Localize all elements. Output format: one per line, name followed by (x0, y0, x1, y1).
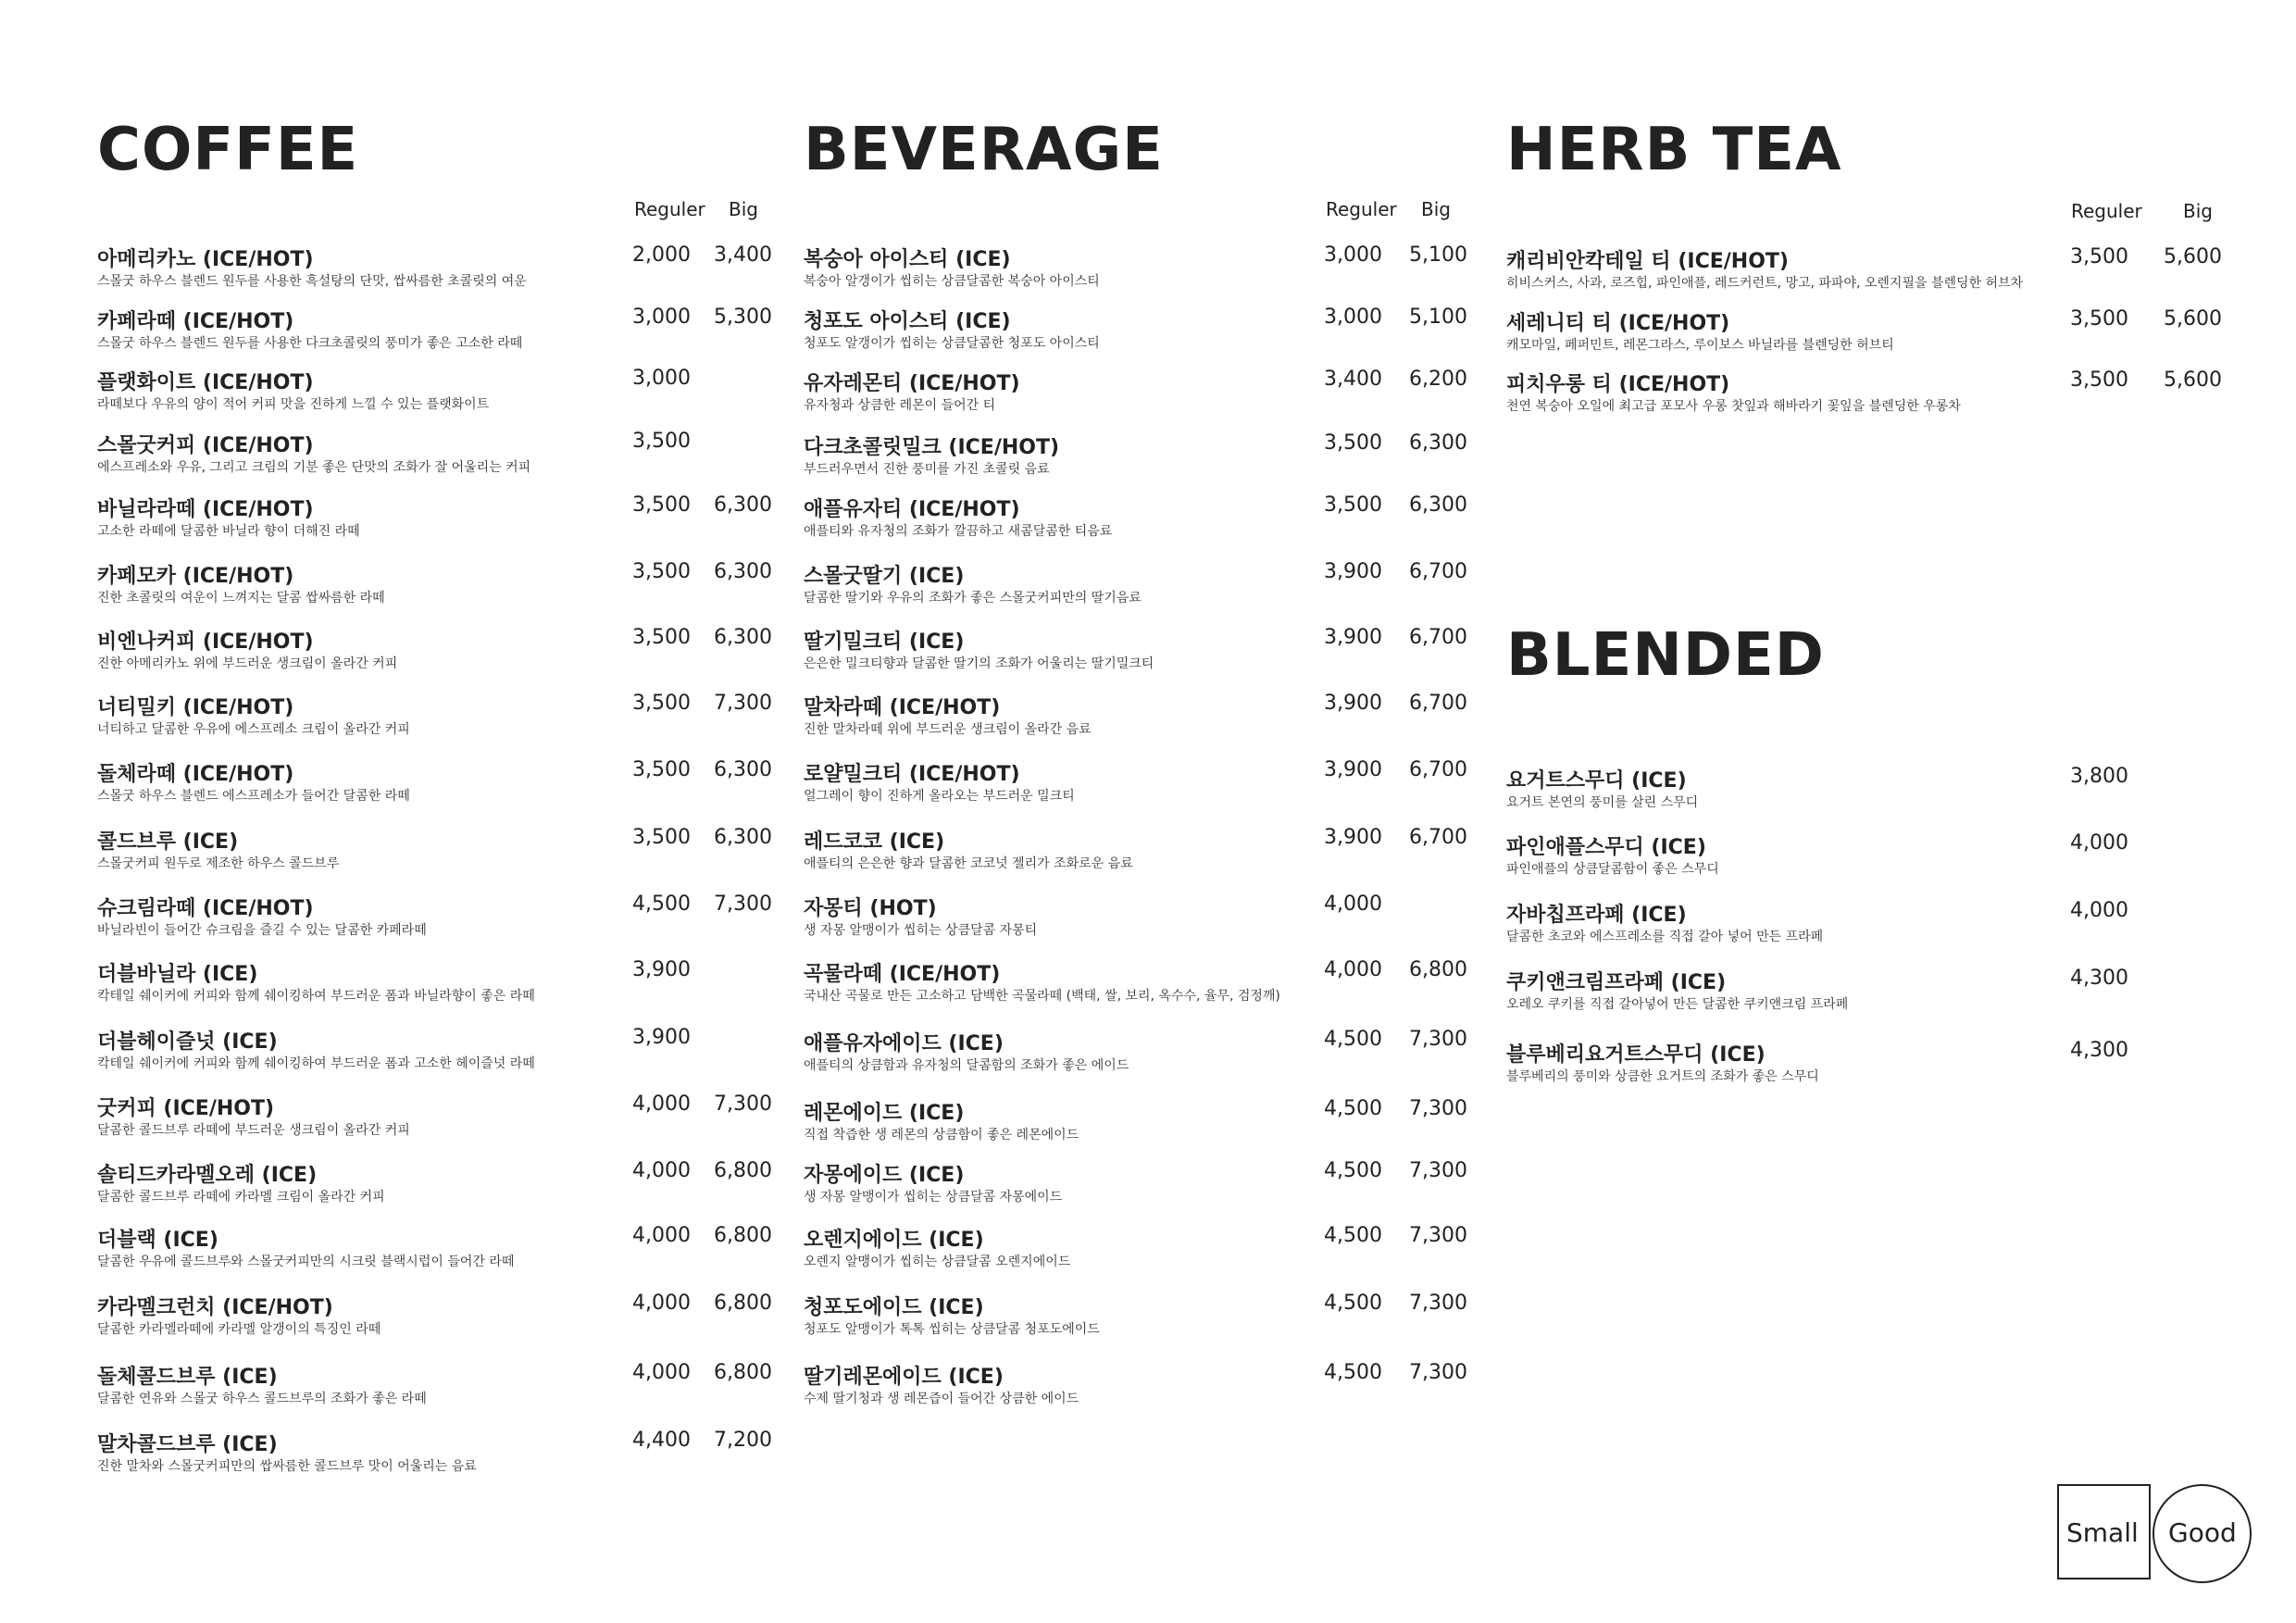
herb-tea-title: HERB TEA (1506, 116, 1842, 184)
beverage-menu-item (804, 243, 1489, 299)
item-name: 돌체라떼 (ICE/HOT) (97, 763, 294, 786)
item-price-big: 7,300 (714, 1092, 772, 1116)
item-price-regular: 3,000 (1324, 243, 1382, 267)
item-name: 복숭아 아이스티 (ICE) (804, 248, 1011, 271)
item-price-big: 6,800 (714, 1361, 772, 1384)
item-price-regular: 4,000 (632, 1224, 691, 1247)
coffee-col-big: Big (729, 198, 758, 220)
item-price-regular: 4,000 (2070, 899, 2128, 922)
item-price-big: 3,400 (714, 243, 772, 267)
item-name: 유자레몬티 (ICE/HOT) (804, 372, 1020, 395)
item-name: 파인애플스무디 (ICE) (1506, 836, 1706, 859)
item-description: 애플티의 은은한 향과 달콤한 코코넛 젤리가 조화로운 음료 (804, 856, 1133, 871)
item-description: 청포도 알갱이가 씹히는 상큼달콤한 청포도 아이스티 (804, 336, 1100, 351)
item-price-big: 6,700 (1409, 560, 1467, 583)
beverage-menu-item (804, 692, 1489, 747)
beverage-menu-item (804, 826, 1489, 881)
item-price-regular: 4,500 (1324, 1097, 1382, 1120)
item-name: 콜드브루 (ICE) (97, 830, 239, 854)
item-name: 슈크림라떼 (ICE/HOT) (97, 897, 314, 920)
item-description: 진한 아메리카노 위에 부드러운 생크림이 올라간 커피 (97, 656, 398, 671)
beverage-menu-item (804, 1159, 1489, 1215)
item-price-regular: 3,900 (632, 1026, 691, 1049)
item-price-big: 7,300 (714, 692, 772, 715)
item-price-big: 7,300 (1409, 1224, 1467, 1247)
item-description: 천연 복숭아 오일에 최고급 포모사 우롱 찻잎과 해바라기 꽃잎을 블렌딩한 우롱차 (1506, 399, 1961, 414)
item-price-regular: 3,000 (632, 306, 691, 329)
item-description: 칵테일 쉐이커에 커피와 함께 쉐이킹하여 부드러운 폼과 바닐라향이 좋은 라떼 (97, 989, 535, 1004)
item-price-regular: 3,900 (1324, 560, 1382, 583)
item-description: 달콤한 딸기와 우유의 조화가 좋은 스몰굿커피만의 딸기음료 (804, 591, 1142, 606)
item-description: 생 자몽 알맹이가 씹히는 상큼달콤 자몽에이드 (804, 1190, 1063, 1205)
coffee-menu-item (97, 826, 782, 881)
coffee-menu-item (97, 1361, 782, 1417)
coffee-section (97, 116, 782, 1509)
item-price-regular: 2,000 (632, 243, 691, 267)
coffee-menu-item (97, 1224, 782, 1280)
item-price-regular: 4,500 (1324, 1224, 1382, 1247)
coffee-menu-item (97, 1159, 782, 1215)
coffee-col-regular: Reguler (634, 198, 705, 220)
item-description: 파인애플의 상큼달콤함이 좋은 스무디 (1506, 862, 1719, 877)
blended-menu-item (1506, 1039, 2247, 1094)
item-price-regular: 4,500 (1324, 1292, 1382, 1315)
item-price-regular: 3,500 (632, 493, 691, 517)
item-description: 유자청과 상큼한 레몬이 들어간 티 (804, 398, 996, 413)
coffee-menu-item (97, 430, 782, 485)
item-price-regular: 3,500 (632, 692, 691, 715)
item-description: 애플티의 상큼함과 유자청의 달콤함의 조화가 좋은 에이드 (804, 1058, 1129, 1073)
item-price-regular: 3,500 (1324, 493, 1382, 517)
item-price-regular: 4,500 (632, 893, 691, 916)
beverage-col-big: Big (1421, 198, 1451, 220)
item-price-big: 7,300 (1409, 1028, 1467, 1051)
item-name: 더블랙 (ICE) (97, 1229, 218, 1252)
item-name: 딸기밀크티 (ICE) (804, 630, 965, 654)
blended-menu-item (1506, 899, 2247, 955)
beverage-title: BEVERAGE (804, 116, 1164, 184)
item-description: 청포도 알맹이가 톡톡 씹히는 상큼달콤 청포도에이드 (804, 1322, 1100, 1337)
beverage-menu-item (804, 1097, 1489, 1153)
item-description: 바닐라빈이 들어간 슈크림을 즐길 수 있는 달콤한 카페라떼 (97, 923, 427, 938)
item-name: 청포도 아이스티 (ICE) (804, 310, 1011, 333)
item-price-regular: 4,500 (1324, 1028, 1382, 1051)
item-price-regular: 3,500 (632, 626, 691, 649)
coffee-menu-item (97, 243, 782, 299)
item-price-regular: 3,500 (2070, 368, 2128, 392)
item-description: 부드러우면서 진한 풍미를 가진 초콜릿 음료 (804, 462, 1050, 477)
item-price-big: 7,300 (1409, 1361, 1467, 1384)
item-description: 너티하고 달콤한 우유에 에스프레소 크림이 올라간 커피 (97, 722, 410, 737)
item-description: 달콤한 우유에 콜드브루와 스몰굿커피만의 시크릿 블랙시럽이 들어간 라떼 (97, 1255, 515, 1269)
beverage-menu-item (804, 1224, 1489, 1280)
item-name: 자몽티 (HOT) (804, 897, 937, 920)
item-name: 플랫화이트 (ICE/HOT) (97, 371, 314, 394)
item-name: 쿠키앤크림프라페 (ICE) (1506, 971, 1727, 994)
item-price-big: 6,300 (714, 758, 772, 781)
coffee-menu-item (97, 1026, 782, 1081)
item-name: 카페라떼 (ICE/HOT) (97, 310, 294, 333)
beverage-col-regular: Reguler (1326, 198, 1397, 220)
item-description: 스몰굿커피 원두로 제조한 하우스 콜드브루 (97, 856, 340, 871)
coffee-menu-item (97, 893, 782, 948)
item-price-big: 7,300 (1409, 1159, 1467, 1182)
item-price-regular: 3,900 (1324, 626, 1382, 649)
item-name: 레드코코 (ICE) (804, 830, 945, 854)
item-name: 카라멜크런치 (ICE/HOT) (97, 1296, 333, 1319)
item-description: 요거트 본연의 풍미를 살린 스무디 (1506, 795, 1699, 810)
blended-menu-item (1506, 765, 2247, 820)
item-name: 곡물라떼 (ICE/HOT) (804, 963, 1001, 986)
item-price-big: 5,100 (1409, 243, 1467, 267)
item-price-regular: 4,000 (1324, 893, 1382, 916)
item-price-regular: 3,500 (2070, 245, 2128, 268)
beverage-menu-item (804, 306, 1489, 361)
item-name: 레몬에이드 (ICE) (804, 1102, 965, 1125)
item-price-regular: 4,300 (2070, 967, 2128, 990)
item-price-big: 5,600 (2164, 307, 2222, 331)
item-description: 오렌지 알맹이가 씹히는 상큼달콤 오렌지에이드 (804, 1255, 1071, 1269)
item-price-regular: 3,900 (632, 958, 691, 981)
item-price-regular: 3,500 (2070, 307, 2128, 331)
item-description: 달콤한 연유와 스몰굿 하우스 콜드브루의 조화가 좋은 라떼 (97, 1392, 427, 1406)
item-description: 스몰굿 하우스 블렌드 원두를 사용한 흑설탕의 단맛, 쌉싸름한 초콜릿의 여운 (97, 274, 527, 289)
logo-small-text: Small (2066, 1517, 2139, 1548)
item-price-big: 7,300 (1409, 1097, 1467, 1120)
item-price-big: 6,800 (714, 1292, 772, 1315)
item-price-big: 6,300 (714, 493, 772, 517)
item-price-regular: 4,000 (632, 1092, 691, 1116)
item-price-regular: 3,500 (632, 560, 691, 583)
item-price-regular: 4,000 (2070, 831, 2128, 855)
item-price-regular: 3,000 (632, 367, 691, 390)
item-name: 애플유자에이드 (ICE) (804, 1032, 1004, 1055)
beverage-menu-item (804, 1028, 1489, 1083)
herb-tea-section (1506, 116, 2247, 491)
item-name: 더블헤이즐넛 (ICE) (97, 1030, 278, 1054)
item-name: 스몰굿딸기 (ICE) (804, 565, 965, 588)
item-description: 캐모마일, 페퍼민트, 레몬그라스, 루이보스 바닐라를 블렌딩한 허브티 (1506, 338, 1894, 353)
item-name: 요거트스무디 (ICE) (1506, 769, 1687, 793)
item-price-regular: 3,500 (1324, 431, 1382, 455)
item-price-big: 6,700 (1409, 692, 1467, 715)
item-name: 오렌지에이드 (ICE) (804, 1229, 984, 1252)
item-price-big: 5,300 (714, 306, 772, 329)
blended-menu-item (1506, 831, 2247, 887)
item-price-regular: 4,000 (632, 1292, 691, 1315)
item-description: 달콤한 콜드브루 라떼에 카라멜 크림이 올라간 커피 (97, 1190, 385, 1205)
item-price-regular: 3,400 (1324, 368, 1382, 391)
herb-tea-menu-item (1506, 245, 2247, 301)
item-name: 자몽에이드 (ICE) (804, 1164, 965, 1187)
item-price-regular: 4,000 (632, 1361, 691, 1384)
beverage-menu-item (804, 958, 1489, 1014)
herb-tea-menu-item (1506, 307, 2247, 363)
item-name: 자바칩프라페 (ICE) (1506, 904, 1687, 927)
item-price-regular: 4,000 (632, 1159, 691, 1182)
beverage-menu-item (804, 893, 1489, 948)
item-price-big: 6,700 (1409, 758, 1467, 781)
item-description: 히비스커스, 사과, 로즈힙, 파인애플, 레드커런트, 망고, 파파야, 오렌지필을 블렌딩한 허브차 (1506, 276, 2024, 291)
item-price-big: 6,800 (1409, 958, 1467, 981)
item-name: 로얄밀크티 (ICE/HOT) (804, 763, 1020, 786)
logo-good-text: Good (2168, 1517, 2237, 1548)
coffee-menu-item (97, 306, 782, 361)
beverage-section (804, 116, 1489, 1509)
item-price-big: 6,200 (1409, 368, 1467, 391)
item-price-big: 7,200 (714, 1429, 772, 1452)
item-name: 돌체콜드브루 (ICE) (97, 1366, 278, 1389)
item-name: 다크초콜릿밀크 (ICE/HOT) (804, 436, 1060, 459)
item-price-big: 5,600 (2164, 368, 2222, 392)
coffee-menu-item (97, 493, 782, 549)
item-name: 말차라떼 (ICE/HOT) (804, 696, 1001, 719)
item-name: 스몰굿커피 (ICE/HOT) (97, 434, 314, 457)
item-description: 수제 딸기청과 생 레몬즙이 들어간 상큼한 에이드 (804, 1392, 1079, 1406)
item-description: 진한 말차와 스몰굿커피만의 쌉싸름한 콜드브루 맛이 어울리는 음료 (97, 1459, 477, 1474)
item-price-big: 6,800 (714, 1224, 772, 1247)
item-price-regular: 3,900 (1324, 758, 1382, 781)
item-name: 솔티드카라멜오레 (ICE) (97, 1164, 318, 1187)
item-description: 애플티와 유자청의 조화가 깔끔하고 새콤달콤한 티음료 (804, 524, 1113, 539)
item-description: 은은한 밀크티향과 달콤한 딸기의 조화가 어울리는 딸기밀크티 (804, 656, 1154, 671)
item-name: 굿커피 (ICE/HOT) (97, 1097, 275, 1120)
item-description: 생 자몽 알맹이가 씹히는 상큼달콤 자몽티 (804, 923, 1038, 938)
item-description: 직접 착즙한 생 레몬의 상큼함이 좋은 레몬에이드 (804, 1128, 1079, 1142)
item-price-big: 5,100 (1409, 306, 1467, 329)
coffee-title: COFFEE (97, 116, 359, 184)
item-name: 딸기레몬에이드 (ICE) (804, 1366, 1004, 1389)
blended-menu-item (1506, 967, 2247, 1022)
beverage-menu-item (804, 1292, 1489, 1347)
coffee-menu-item (97, 1292, 782, 1347)
item-price-regular: 3,900 (1324, 692, 1382, 715)
item-price-regular: 3,000 (1324, 306, 1382, 329)
item-name: 애플유자티 (ICE/HOT) (804, 498, 1020, 521)
item-description: 달콤한 초코와 에스프레소를 직접 갈아 넣어 만든 프라페 (1506, 930, 1824, 944)
item-description: 라떼보다 우유의 양이 적어 커피 맛을 진하게 느낄 수 있는 플랫화이트 (97, 397, 490, 412)
coffee-menu-item (97, 367, 782, 422)
item-name: 비엔나커피 (ICE/HOT) (97, 630, 314, 654)
item-price-regular: 4,500 (1324, 1159, 1382, 1182)
beverage-menu-item (804, 626, 1489, 681)
item-name: 말차콜드브루 (ICE) (97, 1433, 278, 1456)
coffee-menu-item (97, 958, 782, 1014)
coffee-menu-item (97, 560, 782, 616)
coffee-menu-item (97, 1092, 782, 1148)
item-price-regular: 4,300 (2070, 1039, 2128, 1062)
item-price-big: 7,300 (1409, 1292, 1467, 1315)
coffee-menu-item (97, 626, 782, 681)
beverage-menu-item (804, 368, 1489, 423)
item-price-big: 6,300 (714, 826, 772, 849)
herb-tea-menu-item (1506, 368, 2247, 424)
item-description: 블루베리의 풍미와 상큼한 요거트의 조화가 좋은 스무디 (1506, 1069, 1819, 1084)
item-price-regular: 3,500 (632, 758, 691, 781)
beverage-menu-item (804, 758, 1489, 814)
item-name: 블루베리요거트스무디 (ICE) (1506, 1043, 1766, 1067)
item-name: 바닐라라떼 (ICE/HOT) (97, 498, 314, 521)
coffee-menu-item (97, 758, 782, 814)
beverage-menu-item (804, 493, 1489, 549)
item-name: 캐리비안칵테일 티 (ICE/HOT) (1506, 250, 1789, 273)
item-description: 칵테일 쉐이커에 커피와 함께 쉐이킹하여 부드러운 폼과 고소한 헤이즐넛 라떼 (97, 1056, 535, 1071)
blended-section (1506, 621, 2247, 1107)
item-name: 아메리카노 (ICE/HOT) (97, 248, 314, 271)
beverage-menu-item (804, 560, 1489, 616)
item-description: 진한 초콜릿의 여운이 느껴지는 달콤 쌉싸름한 라떼 (97, 591, 385, 606)
item-price-big: 6,800 (714, 1159, 772, 1182)
item-description: 국내산 곡물로 만든 고소하고 담백한 곡물라떼 (백태, 쌀, 보리, 옥수수, 율무, 검정깨) (804, 989, 1280, 1004)
small-good-logo (2057, 1484, 2255, 1583)
item-price-regular: 3,800 (2070, 765, 2128, 788)
item-description: 진한 말차라떼 위에 부드러운 생크림이 올라간 음료 (804, 722, 1092, 737)
item-name: 청포도에이드 (ICE) (804, 1296, 984, 1319)
item-name: 카페모카 (ICE/HOT) (97, 565, 294, 588)
item-price-big: 6,300 (714, 626, 772, 649)
item-name: 너티밀키 (ICE/HOT) (97, 696, 294, 719)
item-description: 오레오 쿠키를 직접 갈아넣어 만든 달콤한 쿠키앤크림 프라페 (1506, 997, 1849, 1012)
item-name: 더블바닐라 (ICE) (97, 963, 258, 986)
item-name: 세레니티 티 (ICE/HOT) (1506, 312, 1730, 335)
item-description: 달콤한 카라멜라떼에 카라멜 알갱이의 특징인 라떼 (97, 1322, 381, 1337)
blended-title: BLENDED (1506, 621, 1825, 690)
item-price-regular: 3,900 (1324, 826, 1382, 849)
item-description: 스몰굿 하우스 블렌드 에스프레소가 들어간 달콤한 라떼 (97, 789, 410, 804)
item-description: 에스프레소와 우유, 그리고 크림의 기분 좋은 단맛의 조화가 잘 어울리는 커피 (97, 460, 531, 475)
item-price-big: 6,700 (1409, 626, 1467, 649)
coffee-menu-item (97, 1429, 782, 1484)
item-price-regular: 4,400 (632, 1429, 691, 1452)
beverage-menu-item (804, 431, 1489, 487)
item-price-big: 6,300 (1409, 431, 1467, 455)
item-description: 스몰굿 하우스 블렌드 원두를 사용한 다크초콜릿의 풍미가 좋은 고소한 라떼 (97, 336, 523, 351)
item-price-big: 6,700 (1409, 826, 1467, 849)
item-price-regular: 3,500 (632, 826, 691, 849)
herb-tea-col-big: Big (2183, 200, 2213, 222)
item-price-big: 6,300 (1409, 493, 1467, 517)
item-price-regular: 4,000 (1324, 958, 1382, 981)
item-price-big: 7,300 (714, 893, 772, 916)
coffee-menu-item (97, 692, 782, 747)
beverage-menu-item (804, 1361, 1489, 1417)
item-price-big: 6,300 (714, 560, 772, 583)
item-description: 얼그레이 향이 진하게 올라오는 부드러운 밀크티 (804, 789, 1075, 804)
item-name: 피치우롱 티 (ICE/HOT) (1506, 373, 1730, 396)
item-description: 복숭아 알갱이가 씹히는 상큼달콤한 복숭아 아이스티 (804, 274, 1100, 289)
herb-tea-col-regular: Reguler (2071, 200, 2142, 222)
item-price-regular: 3,500 (632, 430, 691, 453)
item-price-regular: 4,500 (1324, 1361, 1382, 1384)
item-price-big: 5,600 (2164, 245, 2222, 268)
item-description: 달콤한 콜드브루 라떼에 부드러운 생크림이 올라간 커피 (97, 1123, 410, 1138)
item-description: 고소한 라떼에 달콤한 바닐라 향이 더해진 라떼 (97, 524, 360, 539)
